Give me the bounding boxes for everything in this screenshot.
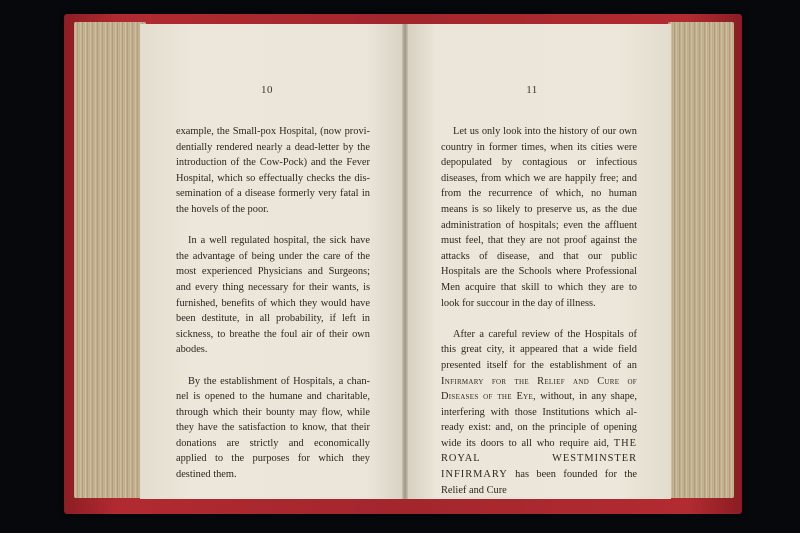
institution-name: Infirmary for the Relief and Cure of Diseases of the Eye, bbox=[441, 375, 637, 403]
right-paragraph-2 bbox=[441, 327, 637, 499]
royal-infirmary-name: THE ROYAL WESTMINSTER INFIRMARY bbox=[441, 437, 637, 481]
left-paragraph-2: In a well regulated hospital, the sick have the advantage of being under the care of the most experienced Physicians and Surgeons; and every thing necessary for their wants, is furnished, benefits of which they would have been destitute, in all probability, if left in sickness, to breathe the foul air of their own abodes. bbox=[176, 235, 370, 356]
left-page bbox=[140, 24, 406, 499]
left-paragraph-1: example, the Small-pox Hospital, (now providentially rendered nearly a dead-letter by the introduction of the Cow-Pock) and the Fever Hospital, which so effectually checks the dissemination of a disease formerly very fatal in the hovels of the poor. bbox=[176, 126, 370, 215]
left-paragraph-3: By the establishment of Hospitals, a channel is opened to the humane and charitable, through which their bounty may flow, while they have the satisfaction to know, that their donations are strictly and economically applied to the purposes for which they destined them. bbox=[176, 375, 370, 481]
page-edges-right bbox=[668, 22, 734, 498]
right-page-text bbox=[441, 124, 637, 514]
book-gutter bbox=[402, 24, 408, 499]
page-number-right: 11 bbox=[526, 84, 538, 96]
right-page bbox=[405, 24, 671, 499]
right-paragraph-2-before: After a careful review of the Hospitals of this great city, it appeared that a wide field presented itself for the establishment of an bbox=[441, 328, 637, 371]
right-paragraph-1: Let us only look into the history of our own country in former times, when its cities were depopulated by contagious or infectious diseases, from which we are happily free; and from the recurrence of which, no human means is so likely to preserve us, as the due administration of hospitals; even the affluent must feel, that they are not proof against the attacks of disease, and that our public Hospitals are the Schools where Professional Men acquire that skill to which they are to look for succour in the day of illness. bbox=[441, 126, 637, 309]
left-page-text bbox=[176, 124, 370, 498]
right-paragraph-2-middle: without, in any shape, interfering with those Institutions which already exist: and, on the principle of opening wide its doors to all who require aid, bbox=[441, 391, 637, 449]
right-paragraph-2-after: has been founded for the Relief and Cure bbox=[441, 469, 637, 496]
page-number-left: 10 bbox=[261, 84, 273, 96]
